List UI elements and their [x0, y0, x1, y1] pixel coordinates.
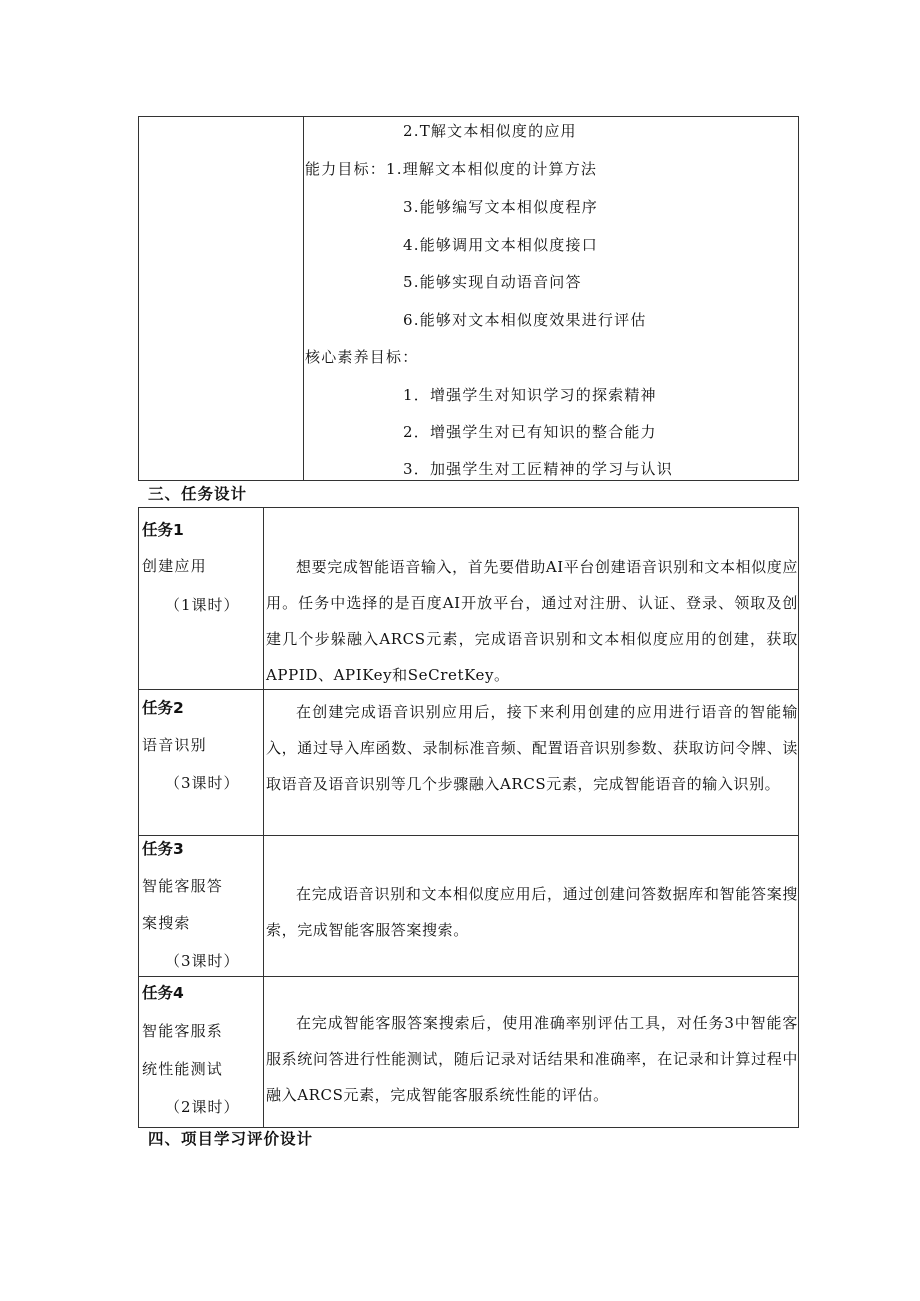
task-title: 任务3: [142, 840, 184, 858]
task-title: 任务1: [142, 521, 184, 539]
task-table-divider: [263, 508, 264, 1127]
task-hours: （2课时）: [165, 1098, 240, 1116]
section-heading: 四、项目学习评价设计: [148, 1130, 314, 1148]
goal-line: 核心素养目标：: [305, 348, 419, 366]
task-name: 智能客服答: [142, 877, 224, 895]
task-table: [138, 507, 799, 1128]
task-hours: （1课时）: [165, 596, 240, 614]
goal-line: 3．加强学生对工匠精神的学习与认识: [403, 460, 673, 478]
task-name: 智能客服系: [142, 1022, 224, 1040]
task-title: 任务2: [142, 699, 184, 717]
task-description: 想要完成智能语音输入，首先要借助AI平台创建语音识别和文本相似度应用。任务中选择的是百度AI开放平台，通过对注册、认证、登录、领取及创建几个步躲融入ARCS元素，完成语音识别和文本相似度应用的创建，获取APPID、APIKey和SeCretKey。: [266, 558, 798, 684]
task-name: 案搜索: [142, 914, 191, 932]
section-heading: 三、任务设计: [148, 485, 248, 503]
task-hours: （3课时）: [165, 952, 240, 970]
task-name: 语音识别: [142, 736, 207, 754]
goal-line: 3.能够编写文本相似度程序: [403, 198, 598, 216]
task-hours: （3课时）: [165, 774, 240, 792]
task-description: 在完成智能客服答案搜索后，使用准确率别评估工具，对任务3中智能客服系统问答进行性能测试，随后记录对话结果和准确率，在记录和计算过程中融入ARCS元素，完成智能客服系统性能的评估。: [266, 1014, 798, 1104]
task-description: 在完成语音识别和文本相似度应用后，通过创建问答数据库和智能答案搜索，完成智能客服答案搜索。: [266, 885, 798, 939]
row-divider: [139, 835, 798, 836]
task-name: 统性能测试: [142, 1060, 224, 1078]
goal-line: 5.能够实现自动语音问答: [403, 273, 582, 291]
row-divider: [139, 976, 798, 977]
task-title: 任务4: [142, 984, 184, 1002]
goal-line: 能力目标：1.理解文本相似度的计算方法: [305, 160, 598, 178]
goal-line: 2．增强学生对已有知识的整合能力: [403, 423, 657, 441]
goal-line: 2.T解文本相似度的应用: [403, 122, 577, 140]
goal-line: 1．增强学生对知识学习的探索精神: [403, 386, 657, 404]
goals-table: [138, 116, 799, 481]
task-name: 创建应用: [142, 557, 207, 575]
goals-table-divider: [303, 117, 304, 480]
goal-line: 4.能够调用文本相似度接口: [403, 236, 598, 254]
goal-line: 6.能够对文本相似度效果进行评估: [403, 311, 647, 329]
task-description: 在创建完成语音识别应用后，接下来利用创建的应用进行语音的智能输入，通过导入库函数、录制标准音频、配置语音识别参数、获取访问令牌、读取语音及语音识别等几个步骤融入ARCS元素，完成智能语音的输入识别。: [266, 703, 798, 793]
